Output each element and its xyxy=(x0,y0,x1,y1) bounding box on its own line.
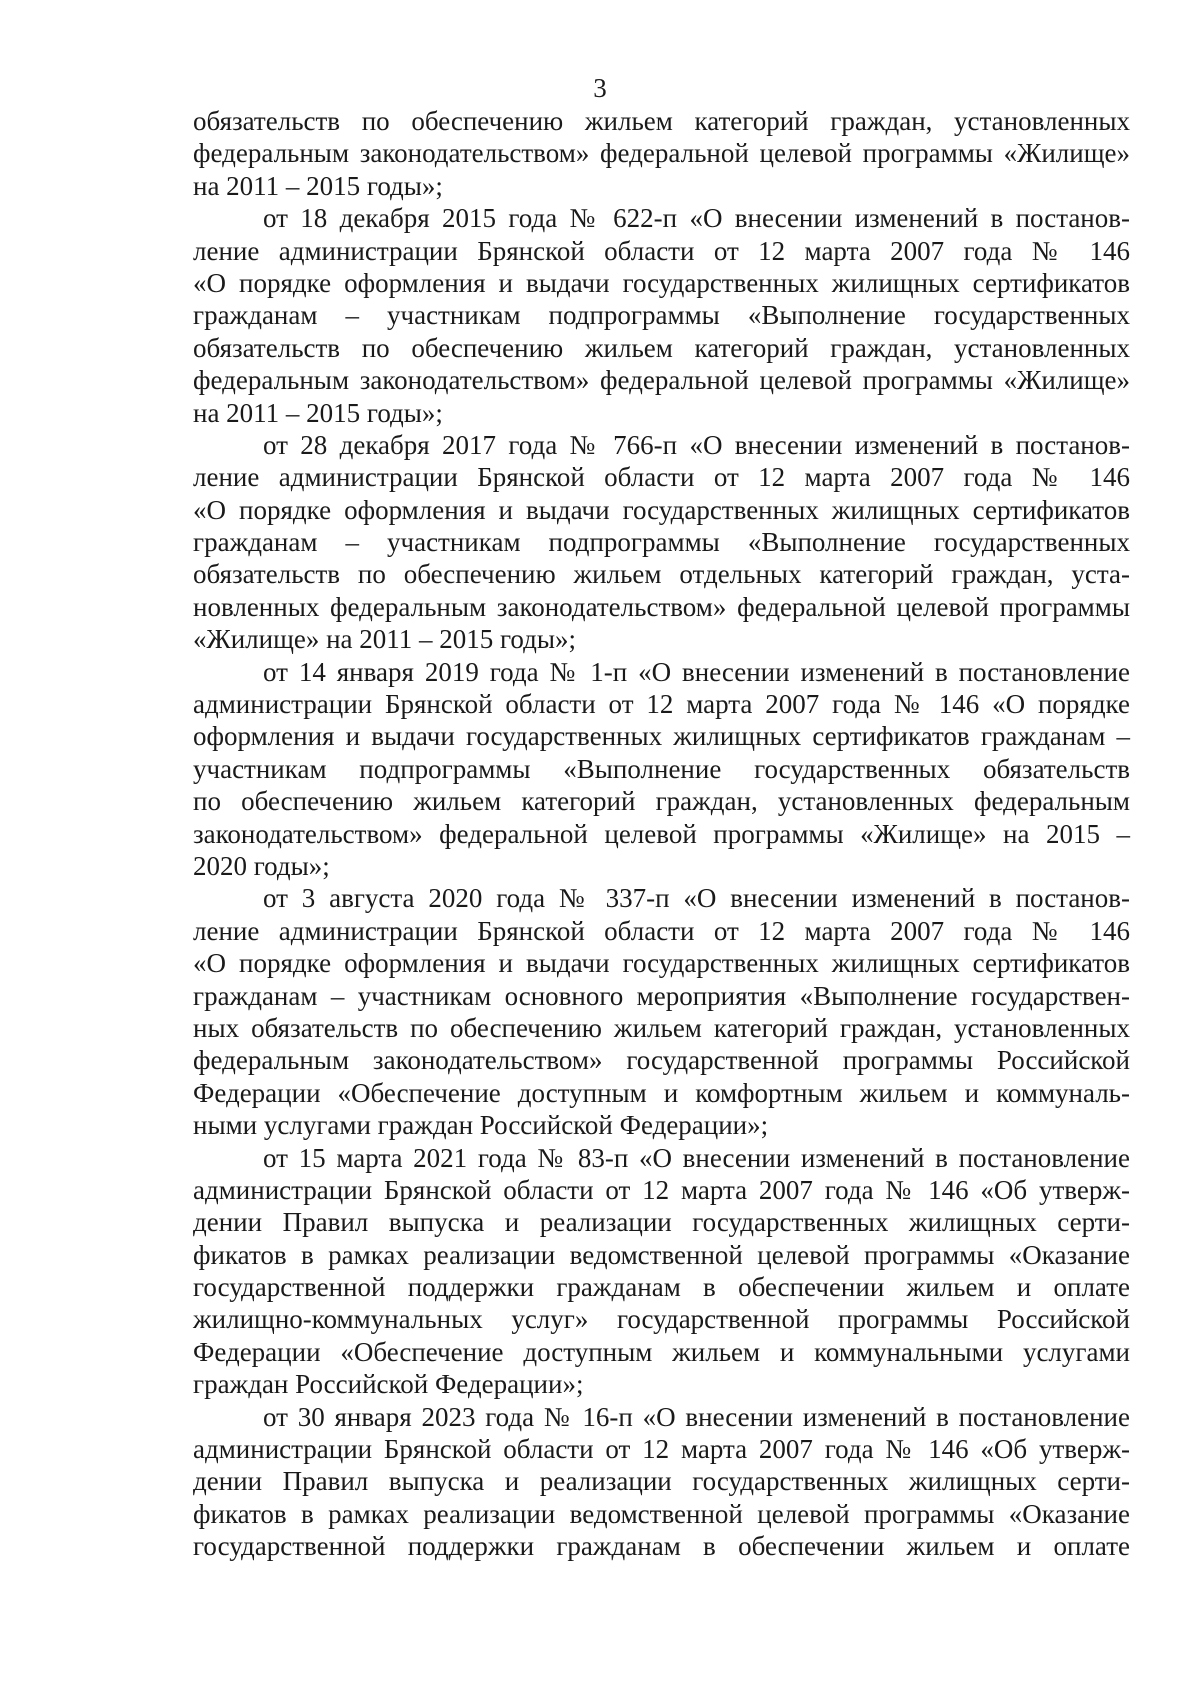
paragraph xyxy=(193,882,1130,1141)
paragraph xyxy=(193,656,1130,883)
text-line: Федерации «Обеспечение доступным жильем и коммунальными услугами xyxy=(193,1336,1130,1367)
text-line: Федерации «Обеспечение доступным и комфортным жильем и коммуналь- xyxy=(193,1077,1130,1108)
text-line: государственной поддержки гражданам в обеспечении жильем и оплате xyxy=(193,1272,1130,1303)
text-line: гражданам – участникам подпрограммы «Выполнение государственных xyxy=(193,527,1130,558)
text-line: гражданам – участникам основного мероприятия «Выполнение государствен- xyxy=(193,980,1130,1011)
text-line: федеральным законодательством» государственной программы Российской xyxy=(193,1045,1130,1076)
text-line: ных обязательств по обеспечению жильем категорий граждан, установленных xyxy=(193,1012,1130,1043)
text-line: на 2011 – 2015 годы»; xyxy=(193,170,443,201)
text-line: «О порядке оформления и выдачи государственных жилищных сертификатов xyxy=(193,948,1130,979)
paragraph xyxy=(193,105,1130,202)
text-line: федеральным законодательством» федеральной целевой программы «Жилище» xyxy=(193,365,1130,396)
text-line: обязательств по обеспечению жильем категорий граждан, установленных xyxy=(193,106,1130,136)
text-line: по обеспечению жильем категорий граждан, установленных федеральным xyxy=(193,786,1130,817)
text-line: гражданам – участникам подпрограммы «Выполнение государственных xyxy=(193,300,1130,331)
text-line: ными услугами граждан Российской Федерации»; xyxy=(193,1110,769,1141)
text-line: «О порядке оформления и выдачи государственных жилищных сертификатов xyxy=(193,494,1130,525)
text-line: от 18 декабря 2015 года № 622-п «О внесении изменений в постанов- xyxy=(263,203,1130,234)
text-line: ление администрации Брянской области от 12 марта 2007 года № 146 xyxy=(193,915,1130,946)
text-line: обязательств по обеспечению жильем категорий граждан, установленных xyxy=(193,332,1130,363)
paragraph xyxy=(193,429,1130,656)
text-line: от 14 января 2019 года № 1-п «О внесении изменений в постановление xyxy=(263,656,1130,687)
text-line: дении Правил выпуска и реализации государственных жилищных серти- xyxy=(193,1466,1130,1497)
text-line: администрации Брянской области от 12 марта 2007 года № 146 «Об утверж- xyxy=(193,1174,1130,1205)
text-line: «Жилище» на 2011 – 2015 годы»; xyxy=(193,624,577,655)
text-line: участникам подпрограммы «Выполнение государственных обязательств xyxy=(193,753,1130,784)
text-line: фикатов в рамках реализации ведомственной целевой программы «Оказание xyxy=(193,1498,1130,1529)
page-number: 3 xyxy=(593,73,607,103)
text-line: от 30 января 2023 года № 16-п «О внесении изменений в постановление xyxy=(263,1401,1130,1432)
text-line: фикатов в рамках реализации ведомственной целевой программы «Оказание xyxy=(193,1239,1130,1270)
text-line: ление администрации Брянской области от 12 марта 2007 года № 146 xyxy=(193,235,1130,266)
text-line: оформления и выдачи государственных жилищных сертификатов гражданам – xyxy=(193,721,1130,752)
text-line: 2020 годы»; xyxy=(193,850,330,881)
paragraph xyxy=(193,1401,1130,1563)
text-line: «О порядке оформления и выдачи государственных жилищных сертификатов xyxy=(193,267,1130,298)
text-line: дении Правил выпуска и реализации государственных жилищных серти- xyxy=(193,1207,1130,1238)
text-line: федеральным законодательством» федеральной целевой программы «Жилище» xyxy=(193,138,1130,169)
paragraph xyxy=(193,1142,1130,1401)
text-line: администрации Брянской области от 12 марта 2007 года № 146 «Об утверж- xyxy=(193,1434,1130,1465)
text-line: обязательств по обеспечению жильем отдельных категорий граждан, уста- xyxy=(193,559,1130,590)
text-line: ление администрации Брянской области от 12 марта 2007 года № 146 xyxy=(193,462,1130,493)
text-line: администрации Брянской области от 12 марта 2007 года № 146 «О порядке xyxy=(193,689,1130,720)
text-line: законодательством» федеральной целевой программы «Жилище» на 2015 – xyxy=(193,818,1130,849)
paragraph xyxy=(193,202,1130,429)
text-line: новленных федеральным законодательством» федеральной целевой программы xyxy=(193,591,1130,622)
text-line: государственной поддержки гражданам в обеспечении жильем и оплате xyxy=(193,1531,1130,1562)
text-line: жилищно-коммунальных услуг» государственной программы Российской xyxy=(193,1304,1130,1335)
text-line: от 15 марта 2021 года № 83-п «О внесении изменений в постановление xyxy=(263,1142,1130,1173)
document-body xyxy=(193,105,1130,1563)
text-line: на 2011 – 2015 годы»; xyxy=(193,397,443,428)
text-line: от 28 декабря 2017 года № 766-п «О внесении изменений в постанов- xyxy=(263,429,1130,460)
text-line: от 3 августа 2020 года № 337-п «О внесении изменений в постанов- xyxy=(263,883,1130,914)
text-line: граждан Российской Федерации»; xyxy=(193,1369,584,1400)
